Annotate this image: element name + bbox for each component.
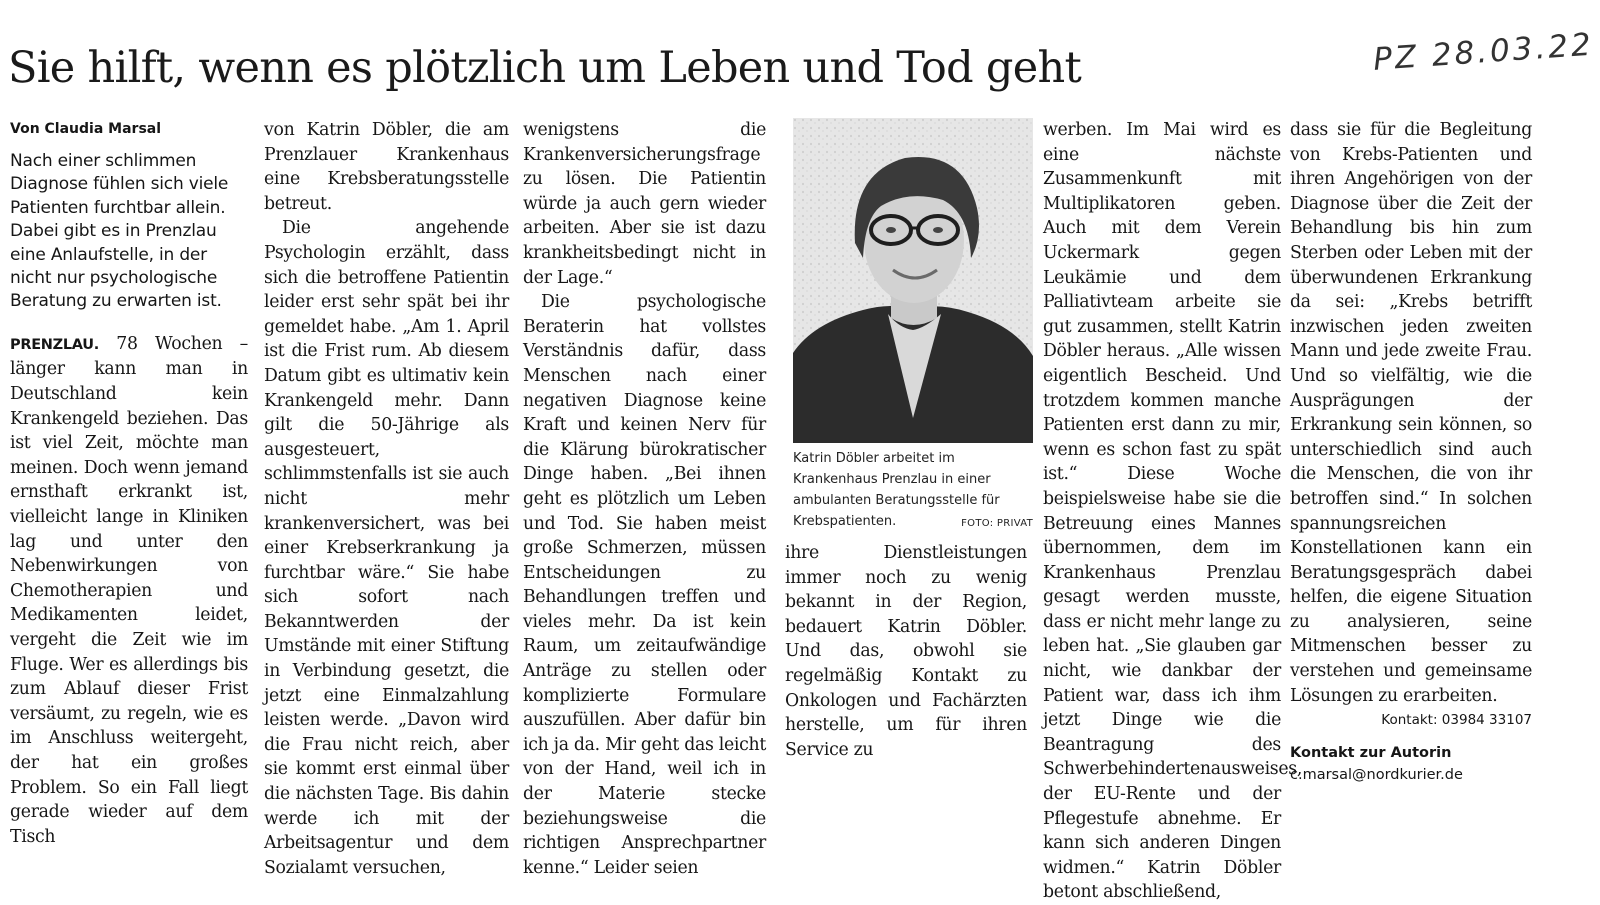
handwritten-date-stamp: PZ 28.03.22 — [1372, 26, 1595, 78]
body-paragraph — [10, 332, 248, 849]
column-6 — [1290, 118, 1532, 786]
body-paragraph: Die psychologische Beraterin hat vollstes Verständnis dafür, dass Menschen nach einer negativen Diagnose keine Kraft und keinen Nerv für die Klärung bürokratischer Dinge haben. „Bei ihnen geht es plötzlich um Leben und Tod. Sie haben meist große Schmerzen, müssen Entscheidungen zu Behandlungen treffen und vieles mehr. Da ist kein Raum, um zeitaufwändige Anträge zu stellen oder komplizierte Formulare auszufüllen. Aber dafür bin ich ja da. Mir geht das leicht von der Hand, weil ich in der Materie stecke beziehungsweise die richtigen Ansprechpartner kenne.“ Leider seien — [523, 292, 766, 878]
column-3 — [523, 118, 766, 880]
caption-text: Katrin Döbler arbeitet im Krankenhaus Prenzlau in einer ambulanten Beratungsstelle für Krebspatienten. — [793, 451, 1000, 529]
column-1 — [10, 118, 248, 849]
byline: Von Claudia Marsal — [10, 121, 162, 137]
body-paragraph: werben. Im Mai wird es eine nächste Zusammenkunft mit Multiplikatoren geben. Auch mit dem Verein Uckermark gegen Leukämie und dem Palliativteam arbeite sie gut zusammen, stellt Katrin Döbler heraus. „Alle wissen eigentlich Bescheid. Und trotzdem kommen manche Patienten erst dann zu mir, wenn es schon fast zu spät ist.“ Diese Woche beispielsweise habe sie die Betreuung eines Mannes übernommen, dem im Krankenhaus Prenzlau gesagt werden musste, dass er nicht mehr lange zu leben hat. „Sie glauben gar nicht, wie dankbar der Patient war, dass ich ihm jetzt Dinge wie die Beantragung des Schwerbehindertenausweises, der EU-Rente und der Pflegestufe abnehme. Er kann sich anderen Dingen widmen.“ Katrin Döbler betont abschließend, — [1043, 120, 1303, 903]
body-paragraph: dass sie für die Begleitung von Krebs-Patienten und ihren Angehörigen von der Diagnose über die Zeit der Behandlung bis hin zum Sterben oder Leben mit der überwundenen Erkrankung da sei: „Krebs betrifft inzwischen jeden zweiten Mann und jede zweite Frau. Und so vielfältig, wie die Ausprägungen der Erkrankung sein können, so unterschiedlich sind auch die Menschen, die von ihr betroffen sind.“ In solchen spannungsreichen Konstellationen kann ein Beratungsgespräch dabei helfen, die eigene Situation zu analysieren, seine Mitmenschen besser zu verstehen und gemeinsame Lösungen zu erarbeiten. — [1290, 120, 1532, 706]
column-5 — [1043, 118, 1303, 905]
body-paragraph: von Katrin Döbler, die am Prenzlauer Krankenhaus eine Krebsberatungsstelle betreut. — [264, 120, 509, 214]
author-contact-label: Kontakt zur Autorin — [1290, 745, 1452, 762]
headline: Sie hilft, wenn es plötzlich um Leben und Tod geht — [8, 43, 1082, 93]
contact-phone: Kontakt: 03984 33107 — [1381, 712, 1532, 729]
author-email[interactable]: c.marsal@nordkurier.de — [1290, 767, 1463, 784]
body-paragraph: Die angehende Psychologin erzählt, dass sich die betroffene Patientin leider erst sehr spät bei ihr gemeldet habe. „Am 1. April ist die Frist rum. Ab diesem Datum gibt es ultimativ kein Krankengeld mehr. Dann gilt die 50-Jährige als ausgesteuert, schlimmstenfalls ist sie auch nicht mehr krankenversichert, was bei einer Krebserkrankung ja furchtbar wäre.“ Sie habe sich sofort nach Bekanntwerden der Umstände mit einer Stiftung in Verbindung gesetzt, die jetzt eine Einmalzahlung leisten werde. „Davon wird die Frau nicht reich, aber sie kommt erst einmal über die nächsten Tage. Bis dahin werde ich mit der Arbeitsagentur und dem Sozialamt versuchen, — [264, 218, 509, 878]
photo-credit: FOTO: PRIVAT — [961, 518, 1033, 529]
lead-paragraph: Nach einer schlimmen Diagnose fühlen sich viele Patienten furchtbar allein. Dabei gibt es in Prenzlau eine Anlaufstelle, in der nicht nur psychologische Beratung zu erwarten ist. — [10, 151, 229, 312]
dateline: PRENZLAU. — [10, 336, 99, 353]
body-paragraph: wenigstens die Krankenversicherungsfrage zu lösen. Die Patientin würde ja auch gern wieder arbeiten. Aber sie ist dazu krankheitsbedingt nicht in der Lage.“ — [523, 120, 766, 288]
body-text: 78 Wochen – länger kann man in Deutschland kein Krankengeld beziehen. Das ist viel Zeit, möchte man meinen. Doch wenn jemand ernsthaft erkrankt ist, vielleicht lange in Kliniken lag und unter den Nebenwirkungen von Chemotherapien und Medikamenten leidet, vergeht die Zeit wie im Fluge. Wer es allerdings bis zum Ablauf dieser Frist versäumt, zu regeln, wie es im Anschluss weitergeht, der hat ein großes Problem. So ein Fall liegt gerade wieder auf dem Tisch — [10, 333, 248, 847]
photo-caption — [793, 448, 1033, 534]
author-contact — [1290, 742, 1532, 786]
body-paragraph: ihre Dienstleistungen immer noch zu wenig bekannt in der Region, bedauert Katrin Döbler. Und das, obwohl sie regelmäßig Kontakt zu Onkologen und Fachärzten herstelle, um für ihren Service zu — [785, 543, 1027, 760]
column-2 — [264, 118, 509, 880]
portrait-photo — [793, 118, 1033, 443]
column-4 — [785, 541, 1027, 762]
